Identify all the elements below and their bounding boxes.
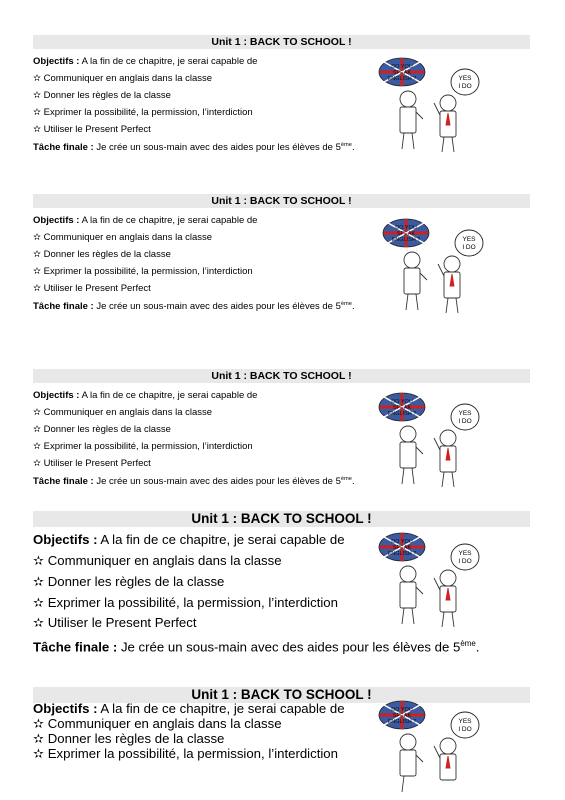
objectives-intro	[33, 390, 257, 401]
final-task-text: Je crée un sous-main avec des aides pour les élèves de 5	[93, 301, 341, 313]
figure-left	[400, 734, 423, 792]
svg-text:ENGLISH ?: ENGLISH ?	[387, 411, 417, 417]
svg-text:DO YOU: DO YOU	[391, 64, 413, 70]
final-task	[33, 639, 479, 654]
objective-item-text: Utiliser le Present Perfect	[43, 124, 151, 135]
objective-item	[33, 407, 212, 418]
svg-text:YES: YES	[458, 75, 472, 82]
svg-text:ENGLISH ?: ENGLISH ?	[387, 76, 417, 82]
svg-text:SPEAK: SPEAK	[392, 405, 412, 411]
superscript: ème	[460, 639, 476, 648]
objective-item-text: Exprimer la possibilité, la permission, l’interdiction	[43, 107, 253, 118]
svg-text:I DO: I DO	[458, 726, 472, 733]
speaking-figures-illustration	[378, 700, 488, 800]
star-icon: ✫	[33, 574, 45, 589]
figure-left	[400, 91, 423, 149]
final-task	[33, 301, 355, 312]
final-task	[33, 476, 355, 487]
star-icon: ✫	[33, 731, 45, 746]
speech-bubble-right	[451, 544, 479, 570]
objectives-intro	[33, 532, 345, 547]
objective-item-text: Communiquer en anglais dans la classe	[43, 73, 213, 84]
svg-text:ENGLISH ?: ENGLISH ?	[387, 551, 417, 557]
star-icon: ✫	[33, 407, 41, 418]
svg-text:I DO: I DO	[458, 83, 472, 90]
svg-text:DO YOU: DO YOU	[391, 707, 413, 713]
final-task-text: Je crée un sous-main avec des aides pour les élèves de 5	[93, 476, 341, 488]
svg-text:YES: YES	[458, 718, 472, 725]
objectives-label: Objectifs :	[33, 701, 98, 716]
objectives-text: A la fin de ce chapitre, je serai capable de	[97, 701, 345, 716]
objective-item	[33, 731, 224, 747]
svg-text:YES: YES	[458, 410, 472, 417]
final-task-label: Tâche finale :	[33, 476, 94, 488]
objective-item	[33, 441, 253, 452]
final-task-label: Tâche finale :	[33, 142, 94, 154]
speech-bubble-right	[451, 69, 479, 95]
objective-item	[33, 90, 171, 101]
figure-left	[400, 566, 423, 624]
objective-item	[33, 424, 171, 435]
star-icon: ✫	[33, 716, 45, 731]
svg-text:I DO: I DO	[458, 558, 472, 565]
star-icon: ✫	[33, 553, 45, 568]
final-task-text: Je crée un sous-main avec des aides pour les élèves de 5	[117, 639, 461, 655]
objective-item	[33, 107, 253, 118]
objectives-label: Objectifs :	[33, 215, 80, 226]
objective-item-text: Utiliser le Present Perfect	[47, 615, 197, 630]
star-icon: ✫	[33, 615, 45, 630]
star-icon: ✫	[33, 124, 41, 135]
svg-text:YES: YES	[458, 550, 472, 557]
svg-text:I DO: I DO	[458, 418, 472, 425]
speech-bubble-left	[379, 58, 425, 86]
objectives-text: A la fin de ce chapitre, je serai capable de	[79, 390, 258, 401]
star-icon: ✫	[33, 107, 41, 118]
final-task-end: .	[351, 301, 355, 313]
objective-item	[33, 266, 253, 277]
svg-text:DO YOU: DO YOU	[395, 225, 417, 231]
svg-text:ENGLISH ?: ENGLISH ?	[391, 237, 421, 243]
speech-bubble-left	[379, 533, 425, 561]
speaking-figures-illustration	[378, 532, 488, 632]
objectives-label: Objectifs :	[33, 532, 98, 547]
svg-text:ENGLISH ?: ENGLISH ?	[387, 719, 417, 725]
objective-item	[33, 283, 151, 294]
objective-item	[33, 124, 151, 135]
svg-text:SPEAK: SPEAK	[392, 70, 412, 76]
star-icon: ✫	[33, 595, 45, 610]
svg-text:SPEAK: SPEAK	[392, 545, 412, 551]
objectives-text: A la fin de ce chapitre, je serai capable de	[79, 215, 258, 226]
objective-item-text: Communiquer en anglais dans la classe	[43, 232, 213, 243]
final-task-label: Tâche finale :	[33, 301, 94, 313]
star-icon: ✫	[33, 283, 41, 294]
objective-item	[33, 716, 282, 732]
objective-item-text: Utiliser le Present Perfect	[43, 458, 151, 469]
objective-item	[33, 73, 212, 84]
objectives-label: Objectifs :	[33, 390, 80, 401]
objective-item-text: Exprimer la possibilité, la permission, l’interdiction	[43, 441, 253, 452]
star-icon: ✫	[33, 90, 41, 101]
objective-item	[33, 249, 171, 260]
star-icon: ✫	[33, 73, 41, 84]
objective-item-text: Exprimer la possibilité, la permission, l’interdiction	[43, 266, 253, 277]
speech-bubble-right	[451, 712, 479, 738]
figure-left	[400, 426, 423, 484]
objectives-text: A la fin de ce chapitre, je serai capable de	[79, 56, 258, 67]
objective-item	[33, 458, 151, 469]
objective-item-text: Donner les règles de la classe	[47, 731, 225, 746]
objective-item-text: Exprimer la possibilité, la permission, l’interdiction	[47, 595, 338, 610]
objective-item-text: Donner les règles de la classe	[43, 424, 171, 435]
svg-text:DO YOU: DO YOU	[391, 539, 413, 545]
objectives-label: Objectifs :	[33, 56, 80, 67]
objective-item	[33, 232, 212, 243]
objectives-text: A la fin de ce chapitre, je serai capable de	[97, 532, 345, 547]
objectives-intro	[33, 701, 345, 716]
star-icon: ✫	[33, 424, 41, 435]
final-task-label: Tâche finale :	[33, 639, 118, 655]
speaking-figures-illustration	[378, 57, 488, 157]
objective-item	[33, 595, 338, 611]
objective-item	[33, 746, 338, 762]
objective-item-text: Communiquer en anglais dans la classe	[47, 716, 282, 731]
card-title: Unit 1 : BACK TO SCHOOL !	[33, 511, 530, 527]
objective-item-text: Donner les règles de la classe	[43, 90, 171, 101]
card-title: Unit 1 : BACK TO SCHOOL !	[33, 194, 530, 208]
star-icon: ✫	[33, 458, 41, 469]
star-icon: ✫	[33, 441, 41, 452]
svg-text:I DO: I DO	[462, 244, 476, 251]
speech-bubble-right	[455, 230, 483, 256]
objective-item	[33, 574, 224, 590]
superscript: ème	[340, 476, 352, 482]
star-icon: ✫	[33, 249, 41, 260]
figure-right	[434, 430, 456, 487]
figure-right	[438, 256, 460, 313]
final-task	[33, 142, 355, 153]
figure-right	[434, 738, 456, 780]
speaking-figures-illustration	[378, 392, 488, 492]
speech-bubble-left	[379, 701, 425, 729]
objectives-intro	[33, 215, 257, 226]
card-title: Unit 1 : BACK TO SCHOOL !	[33, 687, 530, 703]
star-icon: ✫	[33, 746, 45, 761]
final-task-text: Je crée un sous-main avec des aides pour les élèves de 5	[93, 142, 341, 154]
objective-item-text: Communiquer en anglais dans la classe	[47, 553, 282, 568]
speech-bubble-left	[379, 393, 425, 421]
objective-item-text: Donner les règles de la classe	[47, 574, 225, 589]
card-title: Unit 1 : BACK TO SCHOOL !	[33, 369, 530, 383]
objective-item-text: Exprimer la possibilité, la permission, l’interdiction	[47, 746, 338, 761]
final-task-end: .	[351, 476, 355, 488]
figure-right	[434, 95, 456, 152]
speech-bubble-right	[451, 404, 479, 430]
star-icon: ✫	[33, 266, 41, 277]
superscript: ème	[340, 142, 352, 148]
final-task-end: .	[351, 142, 355, 154]
speech-bubble-left	[383, 219, 429, 247]
final-task-end: .	[475, 639, 480, 655]
figure-left	[404, 252, 427, 310]
superscript: ème	[340, 301, 352, 307]
speaking-figures-illustration	[382, 218, 492, 318]
star-icon: ✫	[33, 232, 41, 243]
card-title: Unit 1 : BACK TO SCHOOL !	[33, 35, 530, 49]
svg-text:YES: YES	[462, 236, 476, 243]
svg-text:DO YOU: DO YOU	[391, 399, 413, 405]
objective-item-text: Utiliser le Present Perfect	[43, 283, 151, 294]
objective-item-text: Communiquer en anglais dans la classe	[43, 407, 213, 418]
objective-item	[33, 615, 197, 631]
objective-item	[33, 553, 282, 569]
objectives-intro	[33, 56, 257, 67]
objective-item-text: Donner les règles de la classe	[43, 249, 171, 260]
svg-text:SPEAK: SPEAK	[396, 231, 416, 237]
svg-text:SPEAK: SPEAK	[392, 713, 412, 719]
figure-right	[434, 570, 456, 627]
